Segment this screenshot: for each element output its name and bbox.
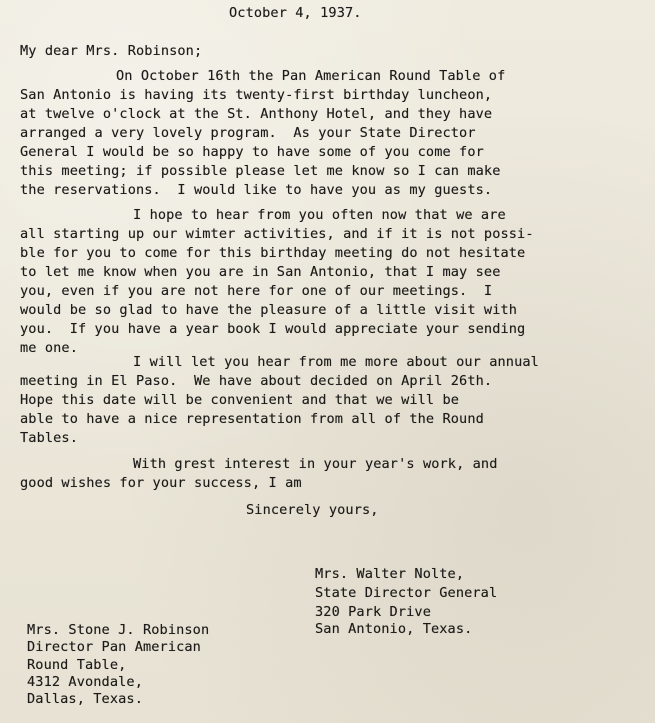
paragraph-2-line-6: would be so glad to have the pleasure of a little visit with: [20, 302, 518, 318]
closing: Sincerely yours,: [246, 502, 379, 518]
paragraph-4-line-1: With grest interest in your year's work, and: [133, 456, 498, 472]
paragraph-3-line-2: meeting in El Paso. We have about decided on April 26th.: [20, 373, 493, 389]
recipient-line-2: Director Pan American: [27, 639, 201, 655]
paragraph-3-line-5: Tables.: [20, 430, 78, 446]
paragraph-2-line-1: I hope to hear from you often now that we are: [133, 207, 506, 223]
paragraph-3-line-4: able to have a nice representation from all of the Round: [20, 411, 484, 427]
paragraph-2-line-3: ble for you to come for this birthday meeting do not hesitate: [20, 245, 526, 261]
paragraph-2-line-4: to let me know when you are in San Antonio, that I may see: [20, 264, 501, 280]
letter-date: October 4, 1937.: [229, 5, 362, 21]
sender-line-3: 320 Park Drive: [315, 604, 431, 620]
paragraph-1-line-2: San Antonio is having its twenty-first birthday luncheon,: [20, 87, 493, 103]
paragraph-1-line-3: at twelve o'clock at the St. Anthony Hotel, and they have: [20, 106, 493, 122]
paragraph-1-line-6: this meeting; if possible please let me know so I can make: [20, 163, 501, 179]
salutation: My dear Mrs. Robinson;: [20, 43, 203, 59]
paragraph-1-line-4: arranged a very lovely program. As your State Director: [20, 125, 476, 141]
paragraph-3-line-1: I will let you hear from me more about our annual: [133, 354, 539, 370]
paragraph-1-line-5: General I would be so happy to have some of you come for: [20, 144, 484, 160]
recipient-line-3: Round Table,: [27, 657, 127, 673]
paragraph-2-line-5: you, even if you are not here for one of our meetings. I: [20, 283, 493, 299]
recipient-line-5: Dallas, Texas.: [27, 691, 143, 707]
sender-line-1: Mrs. Walter Nolte,: [315, 566, 465, 582]
paragraph-1-line-7: the reservations. I would like to have you as my guests.: [20, 182, 493, 198]
recipient-line-1: Mrs. Stone J. Robinson: [27, 622, 210, 638]
recipient-line-4: 4312 Avondale,: [27, 674, 143, 690]
paragraph-2-line-2: all starting up our wimter activities, and if it is not possi-: [20, 226, 534, 242]
paragraph-2-line-8: me one.: [20, 340, 78, 356]
paragraph-3-line-3: Hope this date will be convenient and that we will be: [20, 392, 460, 408]
paragraph-4-line-2: good wishes for your success, I am: [20, 475, 302, 491]
paragraph-2-line-7: you. If you have a year book I would appreciate your sending: [20, 321, 526, 337]
sender-line-4: San Antonio, Texas.: [315, 621, 473, 637]
sender-line-2: State Director General: [315, 585, 498, 601]
paragraph-1-line-1: On October 16th the Pan American Round Table of: [116, 68, 506, 84]
